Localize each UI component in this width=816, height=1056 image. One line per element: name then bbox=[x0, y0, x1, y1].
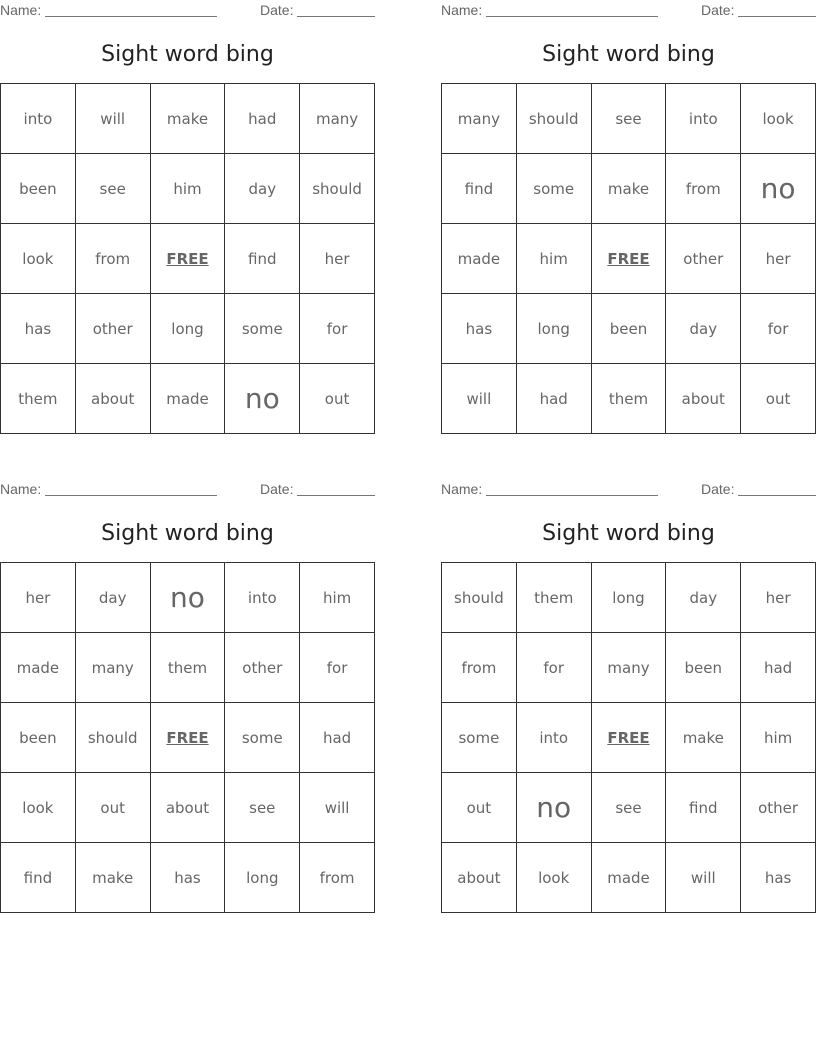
bingo-cell: into bbox=[1, 84, 76, 154]
bingo-cell: her bbox=[1, 563, 76, 633]
date-field-line bbox=[297, 16, 375, 17]
bingo-cell: about bbox=[151, 773, 226, 843]
free-space-cell: FREE bbox=[151, 703, 226, 773]
bingo-cell: out bbox=[442, 773, 517, 843]
card-header bbox=[0, 2, 375, 20]
bingo-cell: about bbox=[76, 364, 151, 434]
bingo-cell: for bbox=[741, 294, 816, 364]
bingo-cell: look bbox=[1, 773, 76, 843]
bingo-cell: find bbox=[1, 843, 76, 913]
free-space-cell: FREE bbox=[592, 224, 667, 294]
bingo-cell: for bbox=[300, 294, 375, 364]
name-field-line bbox=[45, 495, 217, 496]
bingo-cell: many bbox=[76, 633, 151, 703]
name-field-line bbox=[486, 495, 658, 496]
date-label: Date: bbox=[701, 481, 735, 497]
bingo-cell: about bbox=[442, 843, 517, 913]
bingo-cell: long bbox=[225, 843, 300, 913]
bingo-cell: many bbox=[300, 84, 375, 154]
bingo-cell: about bbox=[666, 364, 741, 434]
free-space-cell: FREE bbox=[151, 224, 226, 294]
bingo-cell: made bbox=[151, 364, 226, 434]
bingo-cell: other bbox=[741, 773, 816, 843]
bingo-cell: them bbox=[517, 563, 592, 633]
bingo-cell: find bbox=[225, 224, 300, 294]
bingo-cell: made bbox=[592, 843, 667, 913]
bingo-cell: her bbox=[300, 224, 375, 294]
bingo-cell: should bbox=[300, 154, 375, 224]
bingo-cell: for bbox=[517, 633, 592, 703]
bingo-cell: been bbox=[592, 294, 667, 364]
bingo-cell: should bbox=[76, 703, 151, 773]
bingo-cell: him bbox=[517, 224, 592, 294]
bingo-cell: made bbox=[1, 633, 76, 703]
bingo-cell: has bbox=[442, 294, 517, 364]
name-field-line bbox=[45, 16, 217, 17]
bingo-cell: day bbox=[666, 563, 741, 633]
bingo-cell: them bbox=[1, 364, 76, 434]
bingo-cell: other bbox=[225, 633, 300, 703]
bingo-cell: see bbox=[225, 773, 300, 843]
card-title: Sight word bing bbox=[542, 521, 715, 546]
bingo-cell: them bbox=[151, 633, 226, 703]
bingo-cell: day bbox=[76, 563, 151, 633]
name-label: Name: bbox=[441, 481, 483, 497]
bingo-cell: had bbox=[741, 633, 816, 703]
bingo-cell: should bbox=[517, 84, 592, 154]
bingo-cell: some bbox=[442, 703, 517, 773]
bingo-cell: into bbox=[666, 84, 741, 154]
bingo-cell: had bbox=[225, 84, 300, 154]
bingo-cell: long bbox=[517, 294, 592, 364]
bingo-cell: been bbox=[666, 633, 741, 703]
bingo-cell: make bbox=[151, 84, 226, 154]
name-label: Name: bbox=[0, 481, 42, 497]
card-title: Sight word bing bbox=[101, 521, 274, 546]
bingo-grid bbox=[441, 83, 816, 434]
bingo-cell: many bbox=[442, 84, 517, 154]
bingo-cell: from bbox=[666, 154, 741, 224]
bingo-cell: for bbox=[300, 633, 375, 703]
bingo-cell: other bbox=[666, 224, 741, 294]
date-field-line bbox=[738, 16, 816, 17]
bingo-cell: been bbox=[1, 154, 76, 224]
bingo-cell: no bbox=[741, 154, 816, 224]
bingo-cell: has bbox=[151, 843, 226, 913]
name-label: Name: bbox=[441, 2, 483, 18]
bingo-cell: no bbox=[151, 563, 226, 633]
bingo-cell: look bbox=[741, 84, 816, 154]
bingo-cell: made bbox=[442, 224, 517, 294]
bingo-cell: had bbox=[300, 703, 375, 773]
bingo-cell: been bbox=[1, 703, 76, 773]
bingo-cell: him bbox=[151, 154, 226, 224]
bingo-cell: some bbox=[225, 294, 300, 364]
bingo-cell: should bbox=[442, 563, 517, 633]
bingo-cell: has bbox=[1, 294, 76, 364]
bingo-cell: into bbox=[517, 703, 592, 773]
bingo-cell: other bbox=[76, 294, 151, 364]
bingo-cell: day bbox=[666, 294, 741, 364]
bingo-cell: out bbox=[76, 773, 151, 843]
card-title: Sight word bing bbox=[101, 42, 274, 67]
bingo-cell: from bbox=[76, 224, 151, 294]
bingo-cell: see bbox=[76, 154, 151, 224]
bingo-cell: from bbox=[300, 843, 375, 913]
bingo-cell: look bbox=[1, 224, 76, 294]
bingo-cell: into bbox=[225, 563, 300, 633]
bingo-cell: make bbox=[666, 703, 741, 773]
bingo-cell: no bbox=[225, 364, 300, 434]
bingo-grid bbox=[0, 83, 375, 434]
free-space-cell: FREE bbox=[592, 703, 667, 773]
bingo-cell: long bbox=[151, 294, 226, 364]
bingo-grid bbox=[441, 562, 816, 913]
bingo-cell: no bbox=[517, 773, 592, 843]
date-label: Date: bbox=[260, 2, 294, 18]
date-field-line bbox=[738, 495, 816, 496]
bingo-cell: from bbox=[442, 633, 517, 703]
card-header bbox=[441, 2, 816, 20]
bingo-cell: find bbox=[666, 773, 741, 843]
bingo-cell: out bbox=[741, 364, 816, 434]
bingo-cell: find bbox=[442, 154, 517, 224]
name-label: Name: bbox=[0, 2, 42, 18]
bingo-cell: see bbox=[592, 773, 667, 843]
bingo-cell: long bbox=[592, 563, 667, 633]
bingo-cell: her bbox=[741, 563, 816, 633]
bingo-cell: has bbox=[741, 843, 816, 913]
card-header bbox=[0, 481, 375, 499]
bingo-grid bbox=[0, 562, 375, 913]
bingo-cell: had bbox=[517, 364, 592, 434]
bingo-cell: out bbox=[300, 364, 375, 434]
date-label: Date: bbox=[701, 2, 735, 18]
name-field-line bbox=[486, 16, 658, 17]
bingo-cell: some bbox=[517, 154, 592, 224]
bingo-cell: many bbox=[592, 633, 667, 703]
bingo-cell: see bbox=[592, 84, 667, 154]
bingo-cell: make bbox=[76, 843, 151, 913]
bingo-cell: will bbox=[666, 843, 741, 913]
bingo-cell: look bbox=[517, 843, 592, 913]
bingo-cell: will bbox=[300, 773, 375, 843]
bingo-cell: make bbox=[592, 154, 667, 224]
bingo-cell: her bbox=[741, 224, 816, 294]
bingo-cell: will bbox=[76, 84, 151, 154]
bingo-cell: day bbox=[225, 154, 300, 224]
bingo-cell: some bbox=[225, 703, 300, 773]
card-title: Sight word bing bbox=[542, 42, 715, 67]
bingo-cell: him bbox=[741, 703, 816, 773]
bingo-cell: them bbox=[592, 364, 667, 434]
card-header bbox=[441, 481, 816, 499]
date-label: Date: bbox=[260, 481, 294, 497]
bingo-cell: him bbox=[300, 563, 375, 633]
date-field-line bbox=[297, 495, 375, 496]
bingo-cell: will bbox=[442, 364, 517, 434]
